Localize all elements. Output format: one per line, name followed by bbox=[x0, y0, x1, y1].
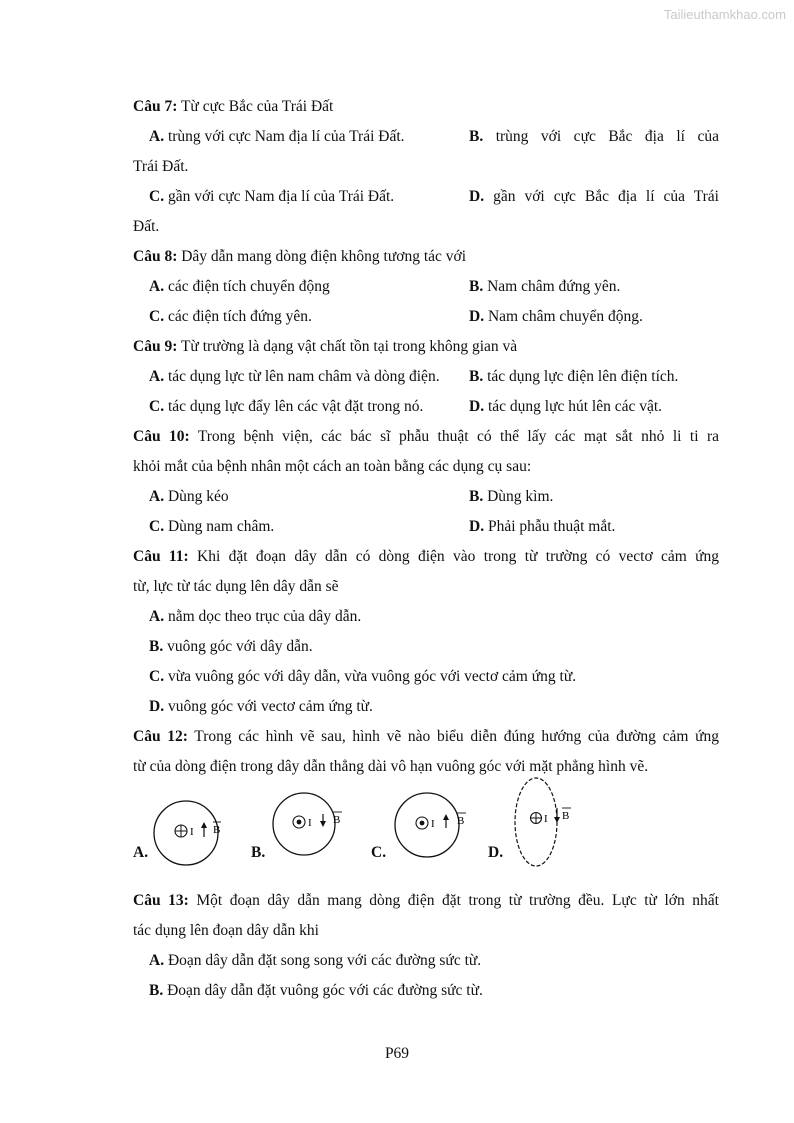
q10-options-cd bbox=[133, 512, 719, 542]
figure-d-label: D. bbox=[488, 844, 504, 861]
question-12 bbox=[133, 722, 719, 752]
option-key: D. bbox=[469, 398, 485, 415]
question-label: Câu 11: bbox=[133, 548, 189, 565]
figure-c bbox=[391, 790, 471, 860]
question-stem: Trong bệnh viện, các bác sĩ phẫu thuật có thể lấy các mạt sắt nhỏ li ti ra bbox=[189, 428, 719, 445]
option-text: các điện tích đứng yên. bbox=[164, 308, 312, 325]
option-key: D. bbox=[469, 308, 485, 325]
figure-a-label: A. bbox=[133, 844, 149, 861]
option-key: D. bbox=[469, 518, 485, 535]
question-12-stem-cont: từ của dòng điện trong dây dẫn thẳng dài vô hạn vuông góc với mặt phẳng hình vẽ. bbox=[133, 758, 649, 775]
option-key: D. bbox=[149, 698, 165, 715]
question-stem: Trong các hình vẽ sau, hình vẽ nào biểu diễn đúng hướng của đường cảm ứng bbox=[187, 728, 719, 745]
q9-options-cd bbox=[133, 392, 719, 422]
option-key: B. bbox=[469, 128, 484, 145]
option-text: vuông góc với dây dẫn. bbox=[163, 638, 313, 655]
option-text: vuông góc với vectơ cảm ứng từ. bbox=[164, 698, 373, 715]
option-key: C. bbox=[149, 398, 165, 415]
option-text: các điện tích chuyển động bbox=[164, 278, 330, 295]
option-text: trùng với cực Nam địa lí của Trái Đất. bbox=[164, 128, 405, 145]
question-label: Câu 13: bbox=[133, 892, 189, 909]
option-text: Phải phẫu thuật mắt. bbox=[484, 518, 616, 535]
current-label: I bbox=[308, 817, 312, 829]
question-label: Câu 7: bbox=[133, 98, 178, 115]
figure-d bbox=[511, 774, 586, 872]
q11-option-d bbox=[133, 692, 719, 722]
option-key: A. bbox=[149, 488, 165, 505]
question-8 bbox=[133, 242, 719, 272]
option-text: nằm dọc theo trục của dây dẫn. bbox=[164, 608, 362, 625]
current-label: I bbox=[431, 818, 435, 830]
question-13-stem-cont: tác dụng lên đoạn dây dẫn khi bbox=[133, 922, 319, 939]
current-label: I bbox=[190, 826, 194, 838]
option-text: Đoạn dây dẫn đặt song song với các đường sức từ. bbox=[164, 952, 482, 969]
q10-options-ab bbox=[133, 482, 719, 512]
page-number: P69 bbox=[384, 1045, 410, 1062]
question-10 bbox=[133, 422, 719, 452]
q11-option-c bbox=[133, 662, 719, 692]
q8-options-cd bbox=[133, 302, 719, 332]
figure-b bbox=[271, 790, 346, 860]
figure-c-label: C. bbox=[371, 844, 387, 861]
question-11 bbox=[133, 542, 719, 572]
figure-a bbox=[151, 798, 221, 868]
option-key: D. bbox=[469, 188, 485, 205]
option-key: C. bbox=[149, 308, 165, 325]
option-text: gần với cực Nam địa lí của Trái Đất. bbox=[164, 188, 395, 205]
option-key: B. bbox=[469, 368, 484, 385]
q7-options-cd bbox=[133, 182, 719, 212]
option-key: C. bbox=[149, 668, 165, 685]
option-text: Dùng nam châm. bbox=[164, 518, 275, 535]
figure-b-label: B. bbox=[251, 844, 266, 861]
field-label: B bbox=[333, 814, 341, 826]
question-7 bbox=[133, 92, 719, 122]
option-key: A. bbox=[149, 368, 165, 385]
q11-option-a bbox=[133, 602, 719, 632]
option-text: tác dụng lực từ lên nam châm và dòng điện. bbox=[164, 368, 440, 385]
option-key: C. bbox=[149, 188, 165, 205]
option-key: A. bbox=[149, 278, 165, 295]
option-text: gần với cực Bắc địa lí của Trái bbox=[484, 188, 719, 205]
q7-option-d-continuation: Đất. bbox=[133, 218, 160, 235]
question-label: Câu 10: bbox=[133, 428, 190, 445]
field-label: B bbox=[562, 810, 570, 822]
q7-options-ab bbox=[133, 122, 719, 152]
option-key: B. bbox=[469, 488, 484, 505]
question-11-stem-cont: từ, lực từ tác dụng lên dây dẫn sẽ bbox=[133, 578, 339, 595]
question-label: Câu 12: bbox=[133, 728, 188, 745]
option-text: trùng với cực Bắc địa lí của bbox=[483, 128, 719, 145]
question-stem: Dây dẫn mang dòng điện không tương tác với bbox=[177, 248, 467, 265]
option-text: tác dụng lực điện lên điện tích. bbox=[483, 368, 679, 385]
q13-option-a bbox=[133, 946, 719, 976]
document-body bbox=[133, 92, 719, 1006]
question-stem: Từ cực Bắc của Trái Đất bbox=[177, 98, 334, 115]
option-key: B. bbox=[469, 278, 484, 295]
option-text: Đoạn dây dẫn đặt vuông góc với các đường sức từ. bbox=[163, 982, 483, 999]
option-text: tác dụng lực hút lên các vật. bbox=[484, 398, 663, 415]
question-stem: Khi đặt đoạn dây dẫn có dòng điện vào trong từ trường có vectơ cảm ứng bbox=[188, 548, 719, 565]
option-key: C. bbox=[149, 518, 165, 535]
option-text: Dùng kìm. bbox=[483, 488, 554, 505]
question-13 bbox=[133, 886, 719, 916]
q11-option-b bbox=[133, 632, 719, 662]
q7-option-b-continuation: Trái Đất. bbox=[133, 158, 189, 175]
field-label: B bbox=[213, 824, 221, 836]
question-9 bbox=[133, 332, 719, 362]
question-10-stem-cont: khỏi mắt của bệnh nhân một cách an toàn bằng các dụng cụ sau: bbox=[133, 458, 532, 475]
question-stem: Một đoạn dây dẫn mang dòng điện đặt trong từ trường đều. Lực từ lớn nhất bbox=[188, 892, 719, 909]
option-key: A. bbox=[149, 128, 165, 145]
field-label: B bbox=[457, 815, 465, 827]
option-text: Nam châm đứng yên. bbox=[483, 278, 621, 295]
option-key: A. bbox=[149, 608, 165, 625]
option-key: A. bbox=[149, 952, 165, 969]
option-text: Nam châm chuyển động. bbox=[484, 308, 643, 325]
question-label: Câu 9: bbox=[133, 338, 178, 355]
watermark: Tailieuthamkhao.com bbox=[663, 7, 786, 22]
option-text: vừa vuông góc với dây dẫn, vừa vuông góc với vectơ cảm ứng từ. bbox=[164, 668, 577, 685]
question-stem: Từ trường là dạng vật chất tồn tại trong không gian và bbox=[177, 338, 518, 355]
option-key: B. bbox=[149, 638, 164, 655]
q13-option-b bbox=[133, 976, 719, 1006]
option-key: B. bbox=[149, 982, 164, 999]
question-label: Câu 8: bbox=[133, 248, 178, 265]
option-text: Dùng kéo bbox=[164, 488, 229, 505]
q8-options-ab bbox=[133, 272, 719, 302]
current-label: I bbox=[544, 813, 548, 825]
q12-figures bbox=[133, 782, 719, 886]
option-text: tác dụng lực đẩy lên các vật đặt trong nó. bbox=[164, 398, 424, 415]
q9-options-ab bbox=[133, 362, 719, 392]
